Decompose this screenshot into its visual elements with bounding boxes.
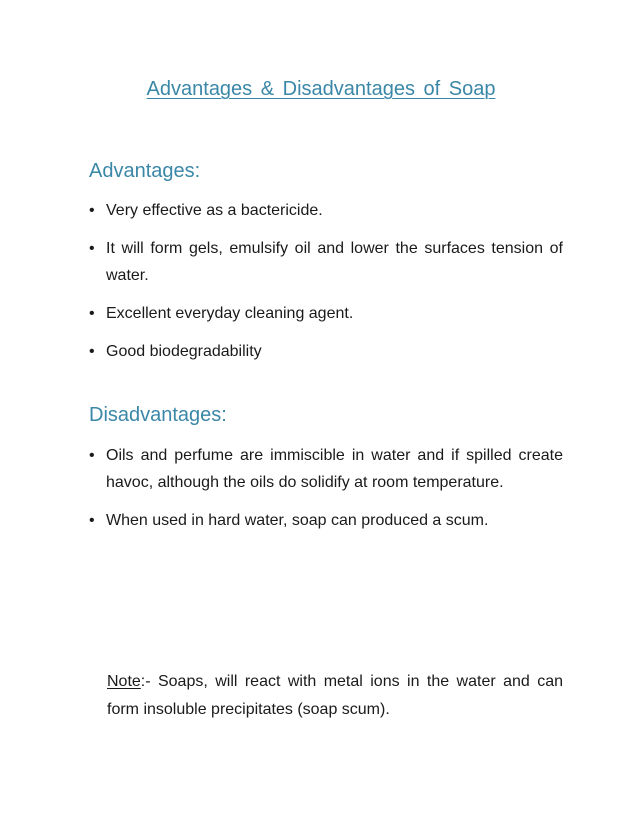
disadvantages-heading: Disadvantages: [89, 404, 227, 426]
disadvantage-item [89, 442, 563, 496]
bullet-icon: • [89, 512, 95, 529]
bullet-icon: • [89, 202, 95, 219]
advantage-item [89, 197, 563, 224]
note-paragraph [107, 668, 563, 724]
advantage-item [89, 338, 563, 365]
bullet-icon: • [89, 305, 95, 322]
advantages-list [89, 197, 563, 376]
disadvantage-text: When used in hard water, soap can produced a scum. [106, 512, 489, 529]
bullet-icon: • [89, 447, 95, 464]
disadvantage-text: Oils and perfume are immiscible in water and if spilled create havoc, although the oils do solidify at room temperature. [106, 447, 563, 491]
advantages-heading: Advantages: [89, 160, 201, 182]
advantage-item [89, 300, 563, 327]
advantage-text: Good biodegradability [106, 343, 262, 360]
advantage-text: Excellent everyday cleaning agent. [106, 305, 354, 322]
bullet-icon: • [89, 343, 95, 360]
document-title: Advantages & Disadvantages of Soap [146, 78, 496, 100]
advantage-text: It will form gels, emulsify oil and lower the surfaces tension of water. [106, 240, 563, 284]
note-text: :- Soaps, will react with metal ions in the water and can form insoluble precipitates (soap scum). [107, 673, 563, 718]
note-label: Note [107, 673, 141, 690]
advantage-text: Very effective as a bactericide. [106, 202, 323, 219]
bullet-icon: • [89, 240, 95, 257]
advantage-item [89, 235, 563, 289]
disadvantage-item [89, 507, 563, 534]
disadvantages-list [89, 442, 563, 545]
